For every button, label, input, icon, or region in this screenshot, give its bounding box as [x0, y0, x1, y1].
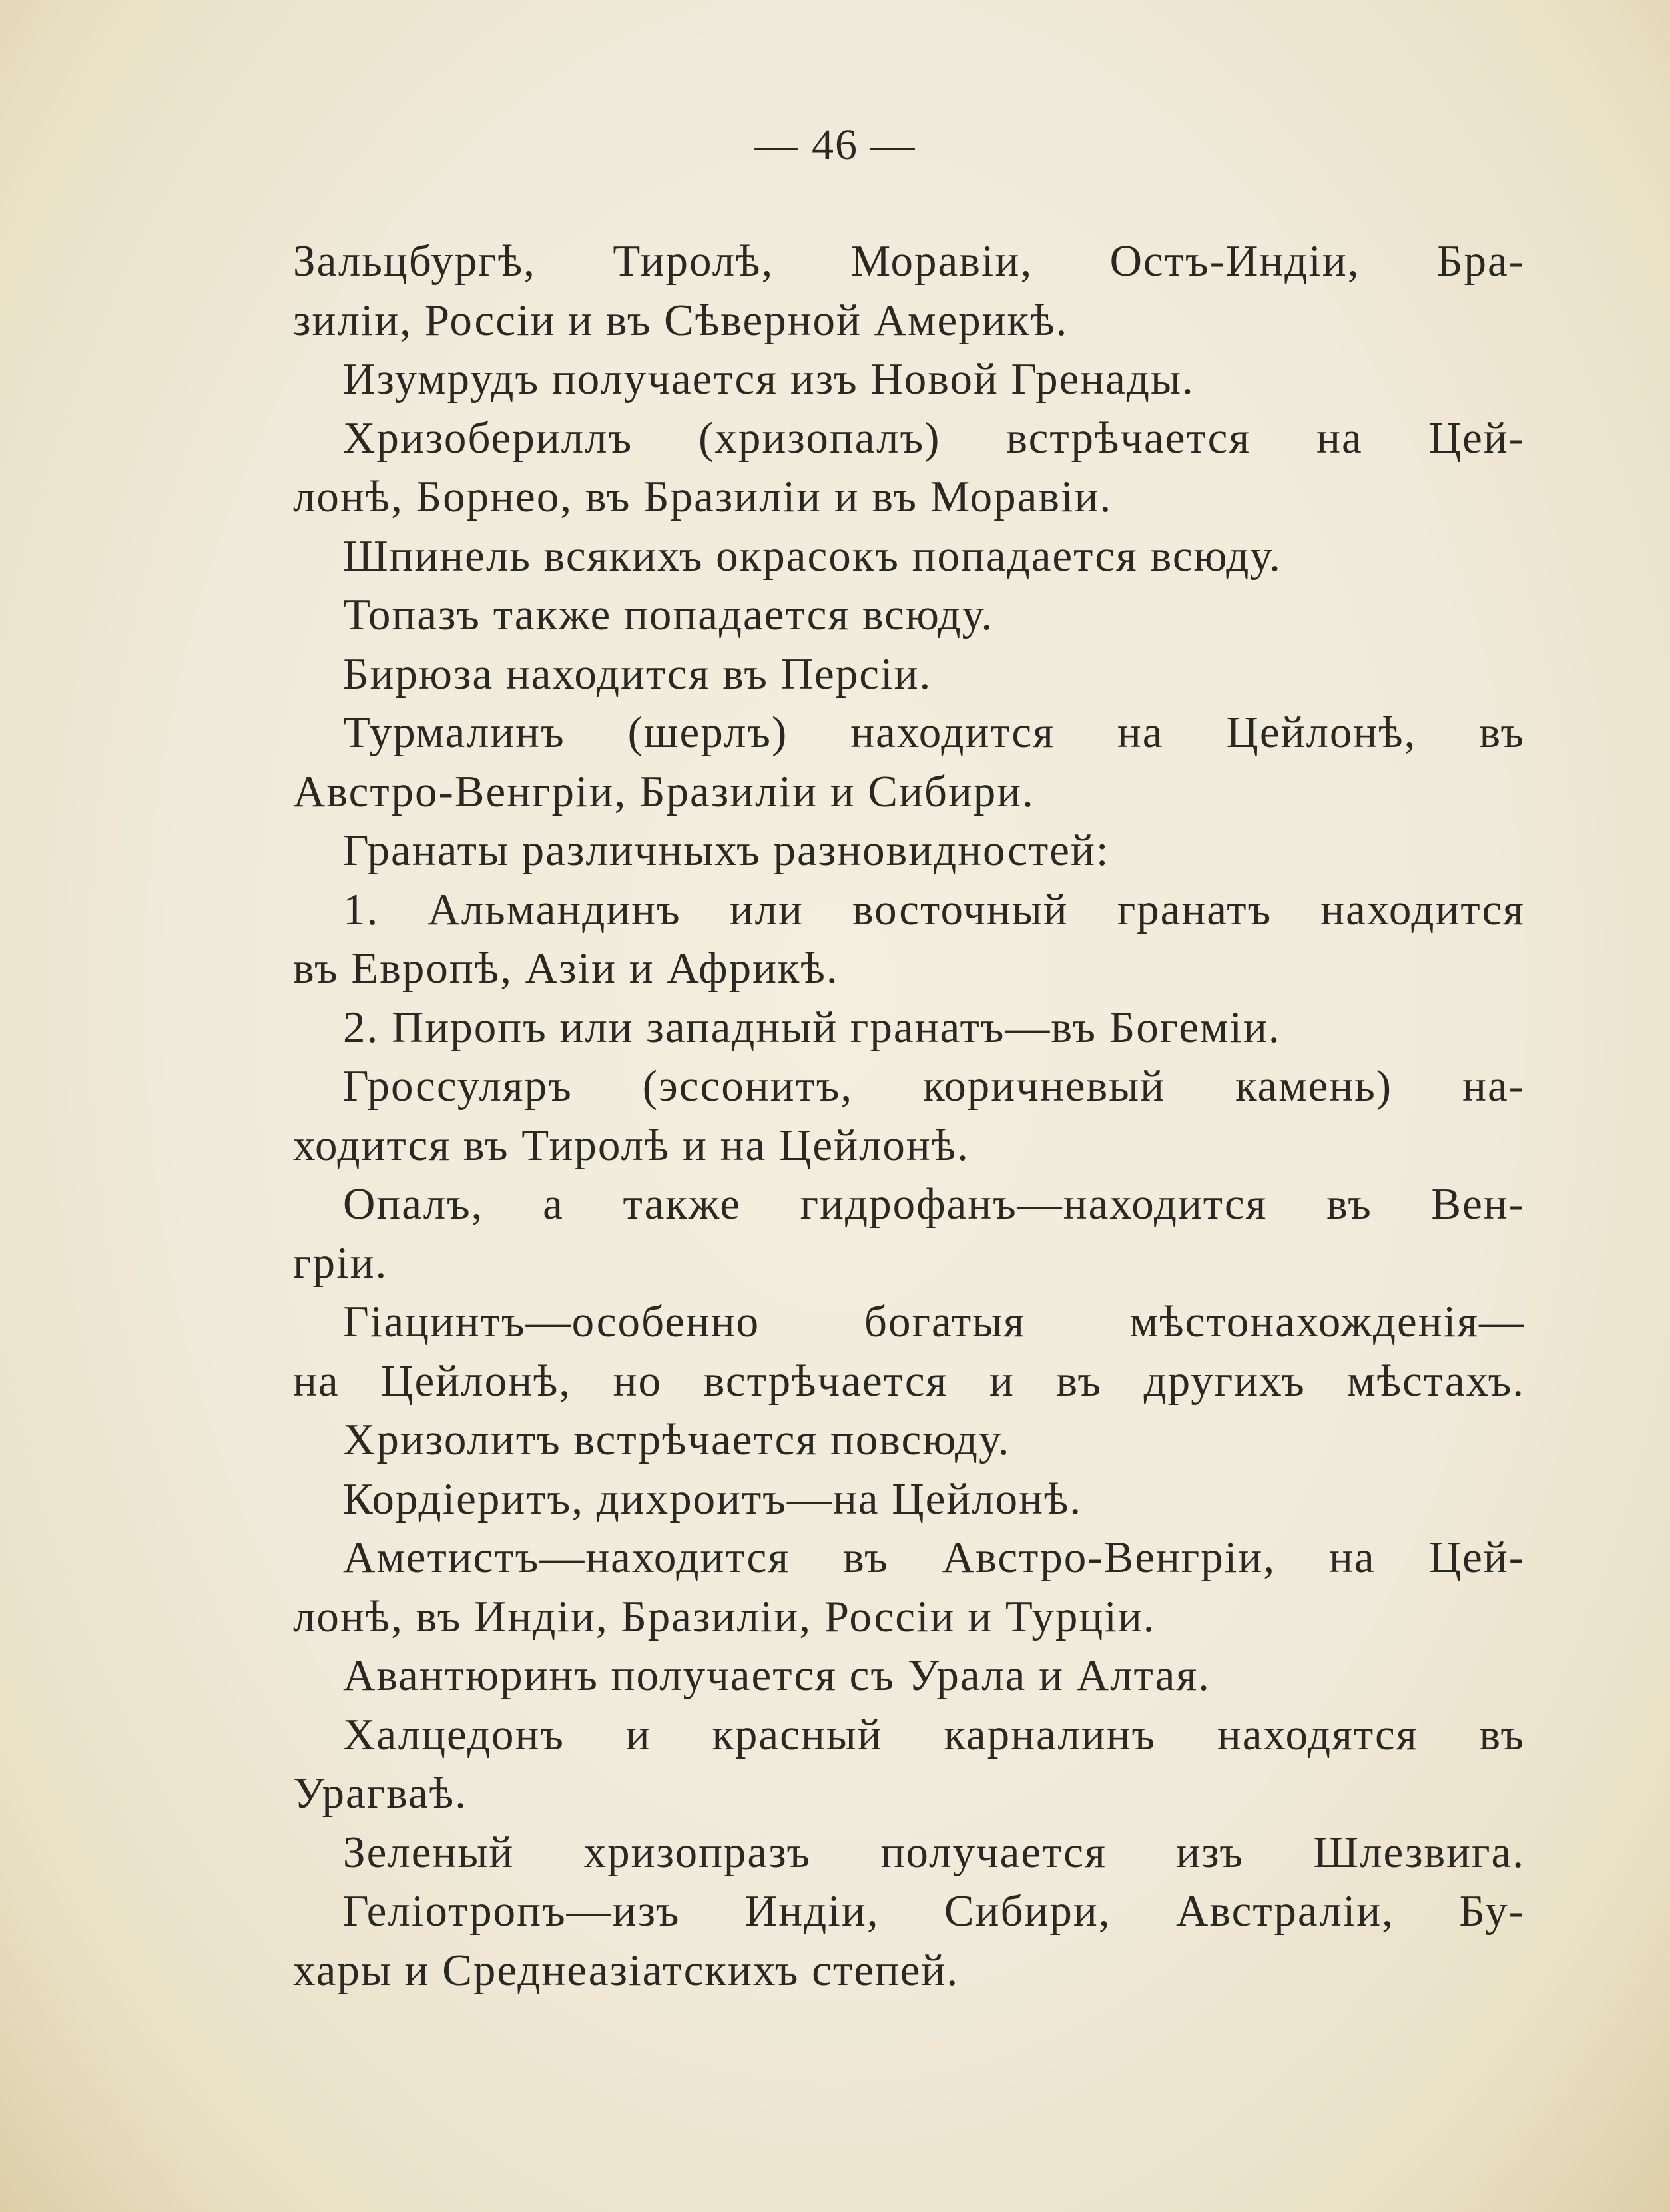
text-line: Урагваѣ. — [293, 1769, 467, 1818]
text-line: Австро-Венгріи, Бразиліи и Сибири. — [293, 766, 1035, 816]
text-line: Аметистъ—находится въ Австро-Венгріи, на Цей- — [343, 1533, 1525, 1582]
text-line: зиліи, Россіи и въ Сѣверной Америкѣ. — [293, 295, 1069, 345]
page-number: — 46 — — [754, 121, 916, 169]
body-text — [293, 232, 1525, 2000]
text-line: ходится въ Тиролѣ и на Цейлонѣ. — [293, 1120, 970, 1170]
text-line: Гіацинтъ—особенно богатыя мѣстонахожденія— — [343, 1297, 1525, 1346]
text-line: Шпинель всякихъ окрасокъ попадается всюду. — [343, 531, 1282, 581]
text-line: Зальцбургѣ, Тиролѣ, Моравіи, Остъ-Индіи, Бра- — [293, 236, 1525, 286]
text-line: на Цейлонѣ, но встрѣчается и въ другихъ мѣстахъ. — [293, 1356, 1525, 1406]
text-line: Бирюза находится въ Персіи. — [343, 649, 932, 698]
text-line: 2. Пиропъ или западный гранатъ—въ Богеміи. — [343, 1002, 1281, 1052]
text-line: Опалъ, а также гидрофанъ—находится въ Вен- — [343, 1179, 1525, 1229]
text-line: Топазъ также попадается всюду. — [343, 590, 994, 639]
text-line: Гранаты различныхъ разновидностей: — [343, 826, 1110, 875]
text-line: Турмалинъ (шерлъ) находится на Цейлонѣ, въ — [343, 708, 1525, 757]
text-line: гріи. — [293, 1238, 388, 1288]
text-line: Геліотропъ—изъ Индіи, Сибири, Австраліи, Бу- — [343, 1886, 1525, 1936]
text-line: лонѣ, въ Индіи, Бразиліи, Россіи и Турціи. — [293, 1591, 1156, 1641]
text-line: Кордіеритъ, дихроитъ—на Цейлонѣ. — [343, 1474, 1083, 1523]
text-line: Изумрудъ получается изъ Новой Гренады. — [343, 354, 1195, 404]
text-line: Хризобериллъ (хризопалъ) встрѣчается на Цей- — [343, 413, 1525, 463]
text-line: Зеленый хризопразъ получается изъ Шлезвига. — [343, 1827, 1525, 1877]
text-line: Авантюринъ получается съ Урала и Алтая. — [343, 1651, 1211, 1700]
text-line: въ Европѣ, Азіи и Африкѣ. — [293, 944, 839, 993]
text-line: Хризолитъ встрѣчается повсюду. — [343, 1415, 1011, 1464]
text-line: 1. Альмандинъ или восточный гранатъ находится — [343, 884, 1525, 934]
text-line: хары и Среднеазіатскихъ степей. — [293, 1945, 960, 1995]
text-line: Халцедонъ и красный карналинъ находятся въ — [343, 1709, 1525, 1759]
text-line: лонѣ, Борнео, въ Бразиліи и въ Моравіи. — [293, 472, 1113, 521]
text-line: Гроссуляръ (эссонитъ, коричневый камень) на- — [343, 1061, 1525, 1111]
